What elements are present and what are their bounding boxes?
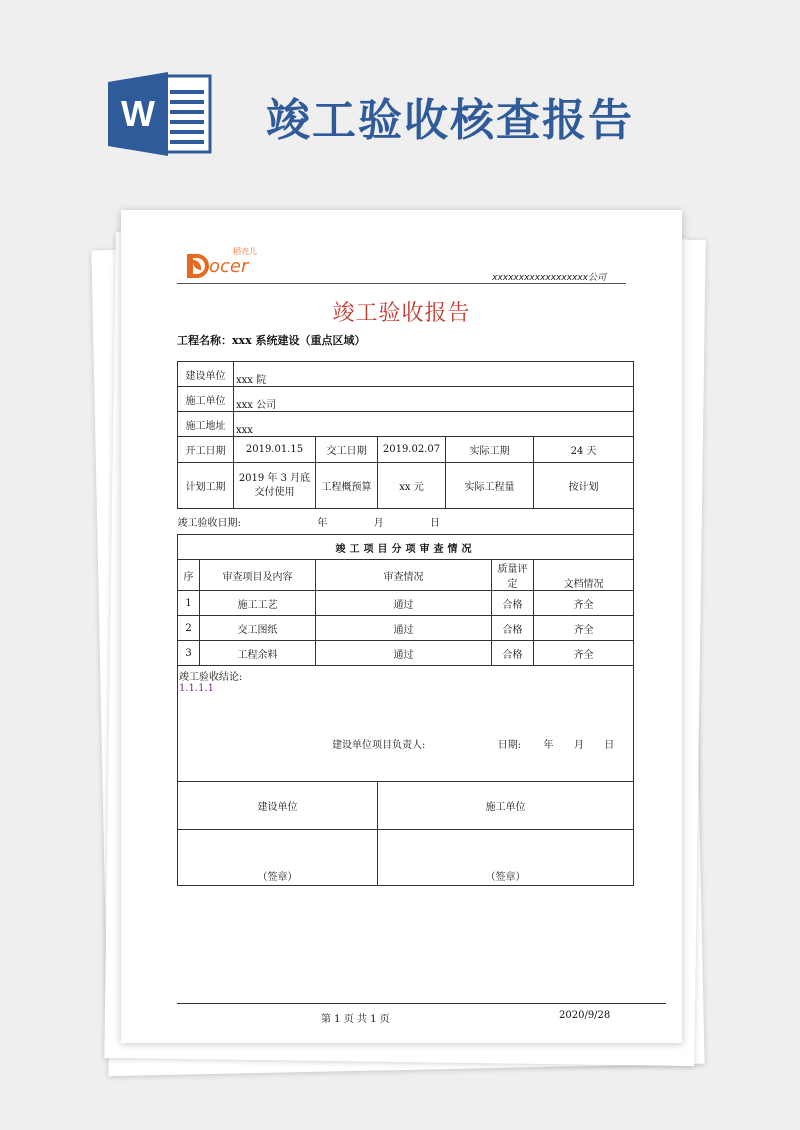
row-accept-date (178, 509, 634, 535)
row-dates (178, 437, 634, 463)
row-index: 1 (178, 591, 200, 616)
report-table (177, 361, 634, 886)
accept-date-day: 日 (430, 518, 440, 529)
row-quality: 合格 (492, 641, 534, 666)
budget-label: 工程概预算 (316, 463, 378, 509)
row-status: 通过 (316, 616, 492, 641)
quantity-label: 实际工程量 (446, 463, 534, 509)
accept-date-label: 竣工验收日期: (177, 518, 241, 529)
word-icon-letter: W (121, 93, 155, 134)
table-row (178, 616, 634, 641)
header-status: 审查情况 (316, 560, 492, 591)
document-page (121, 210, 682, 1043)
page-number: 第 1 页 共 1 页 (321, 1014, 390, 1025)
sign-build-unit: 建设单位 (178, 782, 378, 830)
header-item: 审查项目及内容 (200, 560, 316, 591)
sign-date-month: 月 (573, 740, 584, 751)
row-item: 交工图纸 (200, 616, 316, 641)
sign-date-label: 日期: (497, 740, 522, 751)
row-item: 工程余料 (200, 641, 316, 666)
conclusion-value: 1.1.1.1 (179, 683, 214, 694)
row-item: 施工工艺 (200, 591, 316, 616)
header-quality: 质量评定 (492, 560, 534, 591)
build-unit-value: xxx 院 (234, 362, 634, 387)
header-docs: 文档情况 (534, 560, 634, 591)
row-quality: 合格 (492, 616, 534, 641)
row-conclusion (178, 666, 634, 782)
stamp-construct-unit: （签章） (378, 830, 634, 886)
accept-date-year: 年 (317, 518, 328, 529)
plan-duration-value: 2019 年 3 月底交付使用 (234, 463, 316, 509)
row-build-unit (178, 362, 634, 387)
address-label: 施工地址 (178, 412, 234, 437)
stamp-build-unit: （签章） (178, 830, 378, 886)
start-date-label: 开工日期 (178, 437, 234, 463)
logo-chinese: 稻壳儿 (233, 247, 257, 256)
company-name: xxxxxxxxxxxxxxxxxx公司 (492, 273, 606, 283)
review-heading: 竣工项目分项审查情况 (178, 535, 634, 560)
document-title: 竣工验收报告 (332, 301, 471, 326)
conclusion-label: 竣工验收结论: (179, 672, 243, 683)
table-row (178, 591, 634, 616)
header-index: 序 (178, 560, 200, 591)
actual-duration-value: 24 天 (534, 437, 634, 463)
row-plan (178, 463, 634, 509)
address-value: xxx (234, 412, 634, 437)
row-index: 3 (178, 641, 200, 666)
handover-date-value: 2019.02.07 (378, 437, 446, 463)
start-date-value: 2019.01.15 (234, 437, 316, 463)
budget-value: xx 元 (378, 463, 446, 509)
word-document-icon (108, 72, 214, 156)
footer-date: 2020/9/28 (559, 1010, 611, 1021)
row-index: 2 (178, 616, 200, 641)
docer-logo (187, 247, 257, 282)
row-docs: 齐全 (534, 591, 634, 616)
row-status: 通过 (316, 641, 492, 666)
sign-date-year: 年 (543, 740, 554, 751)
row-sign-units (178, 782, 634, 830)
build-unit-label: 建设单位 (178, 362, 234, 387)
row-docs: 齐全 (534, 641, 634, 666)
row-construct-unit (178, 387, 634, 412)
handover-date-label: 交工日期 (316, 437, 378, 463)
row-docs: 齐全 (534, 616, 634, 641)
row-address (178, 412, 634, 437)
sign-construct-unit: 施工单位 (378, 782, 634, 830)
logo-text: ocer (209, 256, 249, 277)
actual-duration-label: 实际工期 (446, 437, 534, 463)
construct-unit-label: 施工单位 (178, 387, 234, 412)
quantity-value: 按计划 (534, 463, 634, 509)
accept-date-month: 月 (373, 518, 384, 529)
row-review-heading (178, 535, 634, 560)
footer-divider (177, 1003, 666, 1004)
banner-title: 竣工验收核查报告 (266, 95, 634, 146)
sign-date-day: 日 (604, 740, 615, 751)
project-name: 工程名称：xxx 系统建设（重点区域） (177, 334, 366, 347)
plan-duration-label: 计划工期 (178, 463, 234, 509)
table-row (178, 641, 634, 666)
review-header-row (178, 560, 634, 591)
row-stamps (178, 830, 634, 886)
construct-unit-value: xxx 公司 (234, 387, 634, 412)
row-quality: 合格 (492, 591, 534, 616)
header-divider (177, 283, 626, 284)
signer-label: 建设单位项目负责人: (332, 740, 426, 751)
row-status: 通过 (316, 591, 492, 616)
